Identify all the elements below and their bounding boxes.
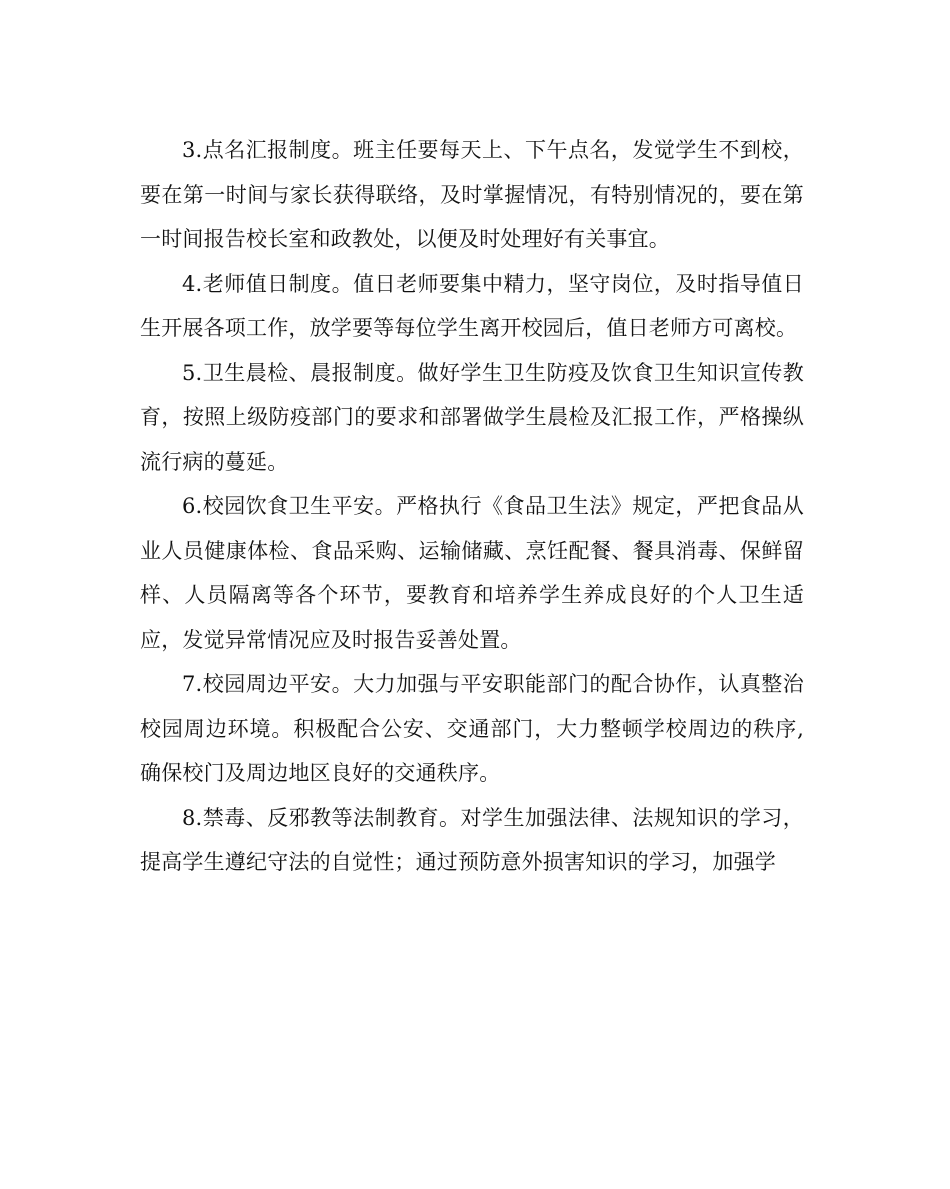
- paragraph-roll-call-reporting: 3.点名汇报制度。班主任要每天上、下午点名，发觉学生不到校，要在第一时间与家长获得联络，及时掌握情况，有特别情况的，要在第一时间报告校长室和政教处，以便及时处理好有关事宜。: [140, 138, 804, 251]
- paragraph-teacher-duty: 4.老师值日制度。值日老师要集中精力，坚守岗位，及时指导值日生开展各项工作，放学要等每位学生离开校园后，值日老师方可离校。: [140, 271, 804, 340]
- paragraph-hygiene-morning-check: 5.卫生晨检、晨报制度。做好学生卫生防疫及饮食卫生知识宣传教育，按照上级防疫部门的要求和部署做学生晨检及汇报工作，严格操纵流行病的蔓延。: [140, 360, 804, 474]
- paragraph-legal-education: 8.禁毒、反邪教等法制教育。对学生加强法律、法规知识的学习，提高学生遵纪守法的自觉性；通过预防意外损害知识的学习，加强学: [140, 805, 804, 874]
- document-body: [140, 128, 804, 885]
- paragraph-campus-surroundings: 7.校园周边平安。大力加强与平安职能部门的配合协作，认真整治校园周边环境。积极配合公安、交通部门，大力整顿学校周边的秩序,确保校门及周边地区良好的交通秩序。: [140, 672, 804, 785]
- paragraph-food-safety: 6.校园饮食卫生平安。严格执行《食品卫生法》规定，严把食品从业人员健康体检、食品采购、运输储藏、烹饪配餐、餐具消毒、保鲜留样、人员隔离等各个环节，要教育和培养学生养成良好的个人卫生适应，发觉异常情况应及时报告妥善处置。: [140, 494, 804, 652]
